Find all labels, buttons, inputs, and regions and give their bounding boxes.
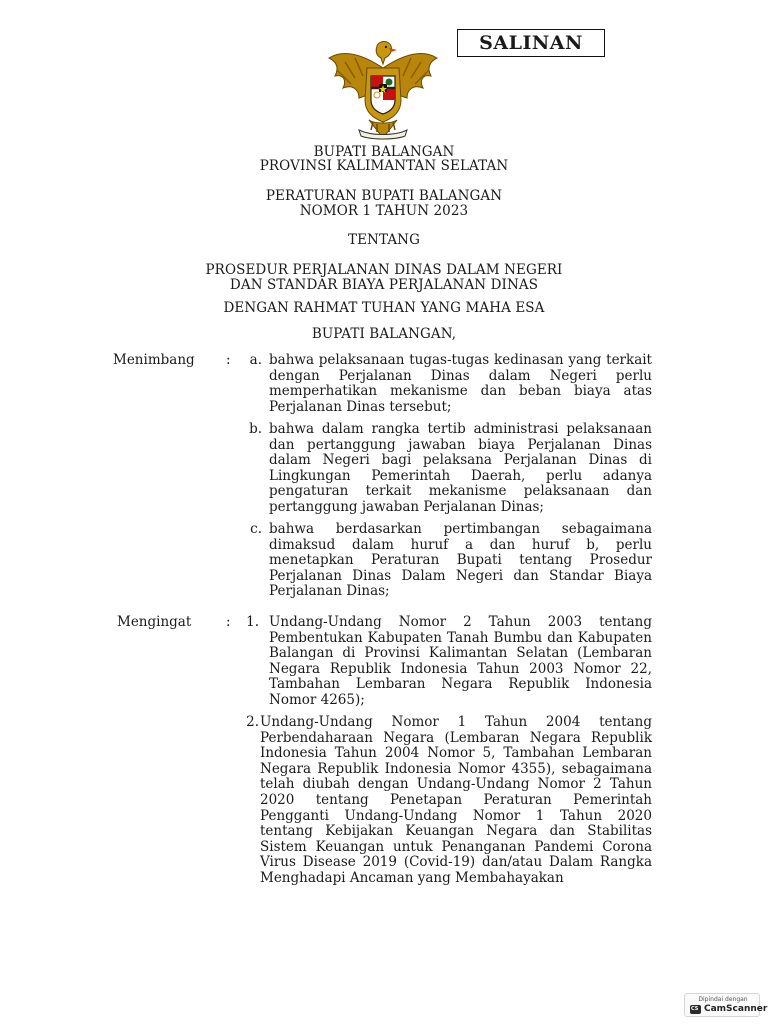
- regulation-number: NOMOR 1 TAHUN 2023: [299, 203, 469, 219]
- preamble-line: DENGAN RAHMAT TUHAN YANG MAHA ESA: [223, 300, 545, 316]
- menimbang-item-b: bahwa dalam rangka tertib administrasi pelaksanaan dan pertanggung jawaban biaya Perjalanan Dinas dalam Negeri bagi pelaksana Perjalanan Dinas di Lingkungan Pemerintah Daerah, perlu adanya pengaturan terkait mekanisme pelaksanaan dan pertanggung jawaban Perjalanan Dinas;: [269, 421, 652, 515]
- regulation-title: PERATURAN BUPATI BALANGAN: [265, 188, 503, 204]
- authority-line: BUPATI BALANGAN,: [311, 326, 457, 342]
- camscanner-logo-icon: [690, 1005, 701, 1014]
- menimbang-marker-b: b.: [249, 421, 262, 437]
- subject-line-1: PROSEDUR PERJALANAN DINAS DALAM NEGERI: [205, 262, 563, 278]
- mengingat-item-2: Undang-Undang Nomor 1 Tahun 2004 tentang Perbendaharaan Negara (Lembaran Negara Republik Indonesia Tahun 2004 Nomor 5, Tambahan Lembaran Negara Republik Indonesia Nomor 4355), sebagaimana telah diubah dengan Undang-Undang Nomor 2 Tahun 2020 tentang Penetapan Peraturan Pemerintah Pengganti Undang-Undang Nomor 1 Tahun 2020 tentang Kebijakan Keuangan Negara dan Stabilitas Sistem Keuangan untuk Penanganan Pandemi Corona Virus Disease 2019 (Covid-19) dan/atau Dalam Rangka Menghadapi Ancaman yang Membahayakan: [260, 714, 652, 886]
- scanner-caption: Dipindai dengan: [698, 996, 748, 1003]
- salinan-stamp: SALINAN: [457, 29, 605, 57]
- scanner-name: CamScanner: [704, 1004, 768, 1014]
- mengingat-colon: :: [226, 614, 231, 630]
- garuda-emblem-icon: [325, 38, 441, 142]
- menimbang-colon: :: [226, 352, 231, 368]
- mengingat-marker-1: 1.: [246, 614, 259, 630]
- menimbang-marker-a: a.: [249, 352, 262, 368]
- menimbang-item-a: bahwa pelaksanaan tugas-tugas kedinasan yang terkait dengan Perjalanan Dinas dalam Negeri perlu memperhatikan mekanisme dan beban biaya atas Perjalanan Dinas tersebut;: [269, 352, 652, 415]
- menimbang-label: Menimbang: [113, 352, 195, 368]
- mengingat-label: Mengingat: [117, 614, 192, 630]
- mengingat-marker-2: 2.: [246, 714, 259, 730]
- menimbang-item-c: bahwa berdasarkan pertimbangan sebagaimana dimaksud dalam huruf a dan huruf b, perlu menetapkan Peraturan Bupati tentang Prosedur Perjalanan Dinas Dalam Negeri dan Standar Biaya Perjalanan Dinas;: [269, 521, 652, 600]
- mengingat-item-1: Undang-Undang Nomor 2 Tahun 2003 tentang Pembentukan Kabupaten Tanah Bumbu dan Kabupaten Balangan di Provinsi Kalimantan Selatan (Lembaran Negara Republik Indonesia Tahun 2003 Nomor 22, Tambahan Lembaran Negara Republik Indonesia Nomor 4265);: [269, 614, 652, 708]
- tentang-heading: TENTANG: [348, 232, 420, 248]
- menimbang-marker-c: c.: [250, 521, 262, 537]
- camscanner-badge: [684, 993, 768, 1017]
- header-line-2: PROVINSI KALIMANTAN SELATAN: [259, 158, 509, 174]
- subject-line-2: DAN STANDAR BIAYA PERJALANAN DINAS: [229, 277, 539, 293]
- header-line-1: BUPATI BALANGAN: [313, 144, 455, 160]
